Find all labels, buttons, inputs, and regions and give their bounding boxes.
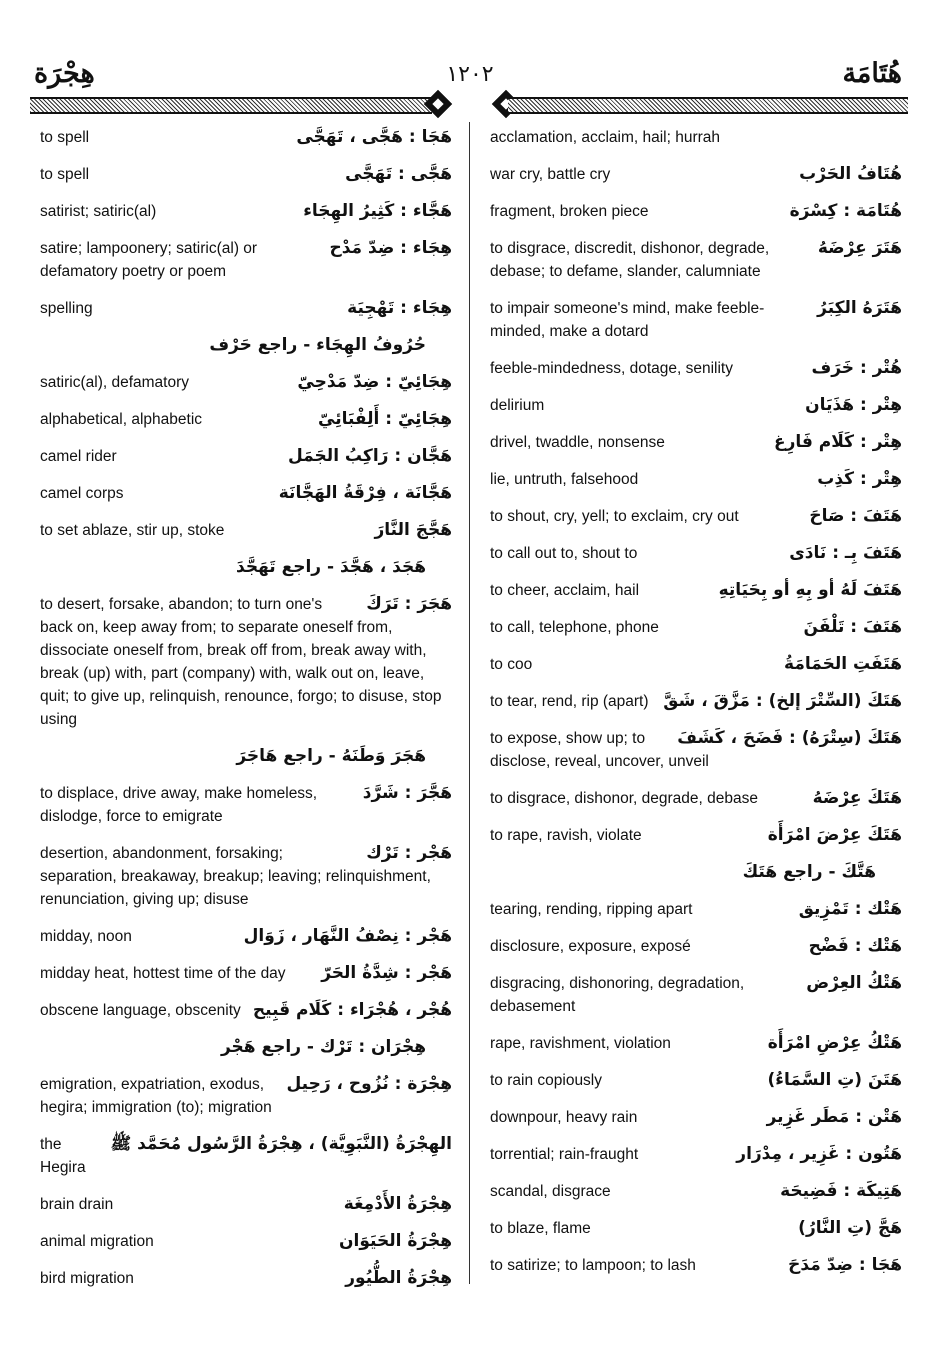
english-definition: to rape, ravish, violate bbox=[490, 827, 642, 844]
arabic-headword: هَجَّانَة ، فِرْقَةُ الهَجَّانَة bbox=[278, 483, 452, 503]
english-definition: midday, noon bbox=[40, 928, 132, 945]
arabic-headword: هِجْرَةُ الحَيَوَان bbox=[339, 1231, 452, 1251]
arabic-headword: هَجَّ (تِ النَّارُ) bbox=[798, 1218, 902, 1238]
right-column bbox=[490, 126, 902, 1291]
arabic-headword: هَتَكَ (سِتْرَهُ) : فَضَحَ ، كَشَفَ bbox=[677, 728, 902, 748]
dictionary-entry bbox=[40, 1073, 452, 1119]
dictionary-entry bbox=[490, 787, 902, 810]
dictionary-entry bbox=[490, 357, 902, 380]
dictionary-entry bbox=[40, 408, 452, 431]
dictionary-entry bbox=[490, 126, 902, 149]
dictionary-entry bbox=[490, 824, 902, 847]
arabic-headword: هِجَاء : تَهْجِيَة bbox=[347, 298, 452, 318]
arabic-headword: هَتَفَتِ الحَمَامَةُ bbox=[784, 654, 902, 674]
english-definition: desertion, abandonment, forsaking; separation, breakaway, breakup; leaving; relinquishment, renunciation, giving up; disuse bbox=[40, 845, 431, 908]
english-definition: to set ablaze, stir up, stoke bbox=[40, 522, 225, 539]
dictionary-entry bbox=[40, 925, 452, 948]
english-definition: to rain copiously bbox=[490, 1072, 603, 1089]
dictionary-entry bbox=[40, 371, 452, 394]
english-definition: emigration, expatriation, exodus, hegira; immigration (to); migration bbox=[40, 1076, 272, 1116]
english-definition: midday heat, hottest time of the day bbox=[40, 965, 286, 982]
english-definition: to expose, show up; to disclose, reveal, uncover, unveil bbox=[490, 730, 709, 770]
english-definition: camel corps bbox=[40, 485, 124, 502]
arabic-headword: هَجَدَ ، هَجَّدَ - راجع تَهَجَّدَ bbox=[236, 557, 426, 577]
dictionary-entry bbox=[490, 861, 902, 884]
english-definition: satire; lampoonery; satiric(al) or defamatory poetry or poem bbox=[40, 240, 258, 280]
dictionary-entry bbox=[490, 1032, 902, 1055]
english-definition: lie, untruth, falsehood bbox=[490, 471, 639, 488]
dictionary-entry bbox=[40, 1193, 452, 1216]
arabic-headword: هَجَّرَ : شَرَّدَ bbox=[362, 783, 452, 803]
dictionary-entry bbox=[40, 1267, 452, 1290]
dictionary-entry bbox=[40, 1133, 452, 1179]
dictionary-entry bbox=[490, 690, 902, 713]
english-definition: tearing, rending, ripping apart bbox=[490, 901, 693, 918]
arabic-headword: هَجَا : ضِدّ مَدَحَ bbox=[788, 1255, 902, 1275]
english-definition: to desert, forsake, abandon; to turn one's back on, keep away from; to separate oneself from, dissociate oneself from, break off from, break away with, break (up) with, part (company) with, walk out on, leave, quit; to give up, relinquish, renounce, forgo; to disuse, stop using bbox=[40, 596, 442, 728]
english-definition: satiric(al), defamatory bbox=[40, 374, 190, 391]
english-definition: to call out to, shout to bbox=[490, 545, 638, 562]
english-definition: war cry, battle cry bbox=[490, 166, 611, 183]
dictionary-entry bbox=[40, 782, 452, 828]
english-definition: animal migration bbox=[40, 1233, 154, 1250]
dictionary-entry bbox=[490, 1143, 902, 1166]
english-definition: torrential; rain-fraught bbox=[490, 1146, 639, 1163]
dictionary-entry bbox=[40, 482, 452, 505]
arabic-headword: الهِجْرَةُ (النَّبَوِيَّة) ، هِجْرَةُ الرَّسُول مُحَمَّد ﷺ bbox=[110, 1134, 452, 1154]
arabic-headword: حُرُوفُ الهِجَاء - راجع حَرْف bbox=[209, 335, 426, 355]
page-number: ١٢٠٢ bbox=[446, 62, 494, 87]
arabic-headword: هَجَّان : رَاكِبُ الجَمَل bbox=[287, 446, 452, 466]
english-definition: the Hegira bbox=[40, 1136, 86, 1176]
left-column bbox=[40, 126, 452, 1304]
dictionary-entry bbox=[40, 297, 452, 320]
english-definition: delirium bbox=[490, 397, 545, 414]
arabic-headword: هَجَّجَ النَّارَ bbox=[374, 520, 452, 540]
arabic-headword: هَجَرَ : تَرَكَ bbox=[366, 594, 452, 614]
dictionary-entry bbox=[40, 334, 452, 357]
header-ornament-left bbox=[30, 97, 432, 114]
dictionary-entry bbox=[490, 935, 902, 958]
english-definition: camel rider bbox=[40, 448, 117, 465]
arabic-headword: هَتَرَهُ الكِبَرُ bbox=[817, 298, 902, 318]
english-definition: to satirize; to lampoon; to lash bbox=[490, 1257, 696, 1274]
english-definition: brain drain bbox=[40, 1196, 114, 1213]
english-definition: to call, telephone, phone bbox=[490, 619, 659, 636]
dictionary-entry bbox=[490, 1254, 902, 1277]
arabic-headword: هَتَفَ : تَلْفَنَ bbox=[803, 617, 902, 637]
arabic-headword: هُجْر ، هُجْرَاء : كَلَام قَبِيح bbox=[252, 1000, 452, 1020]
english-definition: disgracing, dishonoring, degradation, debasement bbox=[490, 975, 745, 1015]
arabic-headword: هَتَكَ (السِّتْرَ إلخ) : مَزَّقَ ، شَقَّ bbox=[663, 691, 902, 711]
dictionary-entry bbox=[40, 1230, 452, 1253]
arabic-headword: هُتَامَة : كِسْرَة bbox=[789, 201, 902, 221]
arabic-headword: هَتُون : غَزِير ، مِدْرَار bbox=[736, 1144, 902, 1164]
english-definition: acclamation, acclaim, hail; hurrah bbox=[490, 129, 721, 146]
english-definition: to displace, drive away, make homeless, dislodge, force to emigrate bbox=[40, 785, 318, 825]
dictionary-entry bbox=[490, 505, 902, 528]
arabic-headword: هَجَّى : تَهَجَّى bbox=[345, 164, 452, 184]
arabic-headword: هَتْكُ العِرْض bbox=[806, 973, 902, 993]
arabic-headword: هِجَاء : ضِدّ مَدْح bbox=[329, 238, 452, 258]
dictionary-entry bbox=[490, 394, 902, 417]
arabic-headword: هَجَا : هَجَّى ، تَهَجَّى bbox=[296, 127, 452, 147]
english-definition: alphabetical, alphabetic bbox=[40, 411, 203, 428]
english-definition: to tear, rend, rip (apart) bbox=[490, 693, 649, 710]
english-definition: to disgrace, dishonor, degrade, debase bbox=[490, 790, 758, 807]
arabic-headword: هِجْرَان : تَرْك - راجع هَجْر bbox=[220, 1037, 426, 1057]
english-definition: to blaze, flame bbox=[490, 1220, 591, 1237]
dictionary-entry bbox=[40, 519, 452, 542]
header-ornament-right bbox=[508, 97, 908, 114]
arabic-headword: هَتَكَ عِرْضَ امْرَأَة bbox=[767, 825, 902, 845]
dictionary-entry bbox=[40, 593, 452, 731]
english-definition: feeble-mindedness, dotage, senility bbox=[490, 360, 733, 377]
column-divider bbox=[469, 122, 470, 1284]
english-definition: scandal, disgrace bbox=[490, 1183, 611, 1200]
english-definition: bird migration bbox=[40, 1270, 134, 1287]
arabic-headword: هَتَفَ لَهُ أو بِهِ أو بِحَيَاتِهِ bbox=[718, 580, 902, 600]
dictionary-entry bbox=[490, 579, 902, 602]
arabic-headword: هَتَكَ عِرْضَهُ bbox=[812, 788, 902, 808]
english-definition: to impair someone's mind, make feeble-minded, make a dotard bbox=[490, 300, 765, 340]
header-guide-word-right: هُتَامَة bbox=[842, 58, 902, 88]
arabic-headword: هَتْكُ عِرْضِ امْرَأَة bbox=[767, 1033, 902, 1053]
dictionary-entry bbox=[490, 1069, 902, 1092]
arabic-headword: هِتْر : كَلَام فَارِغ bbox=[773, 432, 902, 452]
arabic-headword: هَتْك : فَضْح bbox=[808, 936, 902, 956]
english-definition: fragment, broken piece bbox=[490, 203, 649, 220]
dictionary-entry bbox=[40, 842, 452, 911]
dictionary-entry bbox=[40, 962, 452, 985]
dictionary-entry bbox=[490, 972, 902, 1018]
arabic-headword: هِجْرَة : نُزُوح ، رَحِيل bbox=[286, 1074, 452, 1094]
arabic-headword: هَتَّكَ - راجع هَتَكَ bbox=[742, 862, 876, 882]
arabic-headword: هَتْك : تَمْزِيق bbox=[798, 899, 902, 919]
english-definition: satirist; satiric(al) bbox=[40, 203, 157, 220]
dictionary-entry bbox=[490, 1217, 902, 1240]
english-definition: obscene language, obscenity bbox=[40, 1002, 241, 1019]
arabic-headword: هَتِيكَة : فَضِيحَة bbox=[780, 1181, 902, 1201]
english-definition: downpour, heavy rain bbox=[490, 1109, 638, 1126]
arabic-headword: هَجْر : نِصْفُ النَّهَار ، زَوَال bbox=[243, 926, 452, 946]
dictionary-entry bbox=[490, 653, 902, 676]
arabic-headword: هُتْر : خَرَف bbox=[811, 358, 902, 378]
dictionary-entry bbox=[490, 1180, 902, 1203]
english-definition: to spell bbox=[40, 166, 90, 183]
dictionary-entry bbox=[490, 727, 902, 773]
english-definition: to disgrace, discredit, dishonor, degrade, debase; to defame, slander, calumniate bbox=[490, 240, 770, 280]
dictionary-entry bbox=[40, 999, 452, 1022]
dictionary-entry bbox=[490, 468, 902, 491]
arabic-headword: هَجَرَ وَطَنَهُ - راجع هَاجَرَ bbox=[236, 746, 426, 766]
dictionary-entry bbox=[490, 542, 902, 565]
dictionary-entry bbox=[490, 297, 902, 343]
arabic-headword: هَتَفَ بِـ : نَادَى bbox=[789, 543, 902, 563]
dictionary-entry bbox=[40, 556, 452, 579]
english-definition: to cheer, acclaim, hail bbox=[490, 582, 640, 599]
arabic-headword: هَتَنَ (تِ السَّمَاءُ) bbox=[767, 1070, 902, 1090]
arabic-headword: هَتَفَ : صَاحَ bbox=[809, 506, 902, 526]
dictionary-entry bbox=[40, 126, 452, 149]
dictionary-entry bbox=[40, 1036, 452, 1059]
dictionary-entry bbox=[490, 1106, 902, 1129]
arabic-headword: هَجَّاء : كَثِيرُ الهِجَاء bbox=[303, 201, 452, 221]
dictionary-entry bbox=[490, 237, 902, 283]
english-definition: drivel, twaddle, nonsense bbox=[490, 434, 665, 451]
dictionary-entry bbox=[40, 745, 452, 768]
arabic-headword: هُتَافُ الحَرْب bbox=[799, 164, 902, 184]
dictionary-entry bbox=[490, 431, 902, 454]
arabic-headword: هِجْرَةُ الطُّيُور bbox=[345, 1268, 452, 1288]
english-definition: to coo bbox=[490, 656, 533, 673]
english-definition: to shout, cry, yell; to exclaim, cry out bbox=[490, 508, 739, 525]
arabic-headword: هَتَرَ عِرْضَهُ bbox=[817, 238, 902, 258]
arabic-headword: هَتْن : مَطَر غَزِير bbox=[766, 1107, 902, 1127]
english-definition: rape, ravishment, violation bbox=[490, 1035, 671, 1052]
english-definition: to spell bbox=[40, 129, 90, 146]
dictionary-entry bbox=[40, 237, 452, 283]
arabic-headword: هِجَائِيّ : ضِدّ مَدْحِيّ bbox=[297, 372, 452, 392]
arabic-headword: هِجْرَةُ الأَدْمِغَة bbox=[343, 1194, 452, 1214]
arabic-headword: هِتْر : كَذِب bbox=[817, 469, 902, 489]
dictionary-entry bbox=[490, 898, 902, 921]
arabic-headword: هِتْر : هَذَيَان bbox=[805, 395, 902, 415]
arabic-headword: هِجَائِيّ : أَلِفْبَائِيّ bbox=[318, 409, 452, 429]
dictionary-entry bbox=[490, 163, 902, 186]
arabic-headword: هَجْر : تَرْك bbox=[366, 843, 452, 863]
dictionary-entry bbox=[40, 445, 452, 468]
dictionary-entry bbox=[490, 200, 902, 223]
header-guide-word-left: هِجْرَة bbox=[34, 58, 95, 88]
dictionary-entry bbox=[40, 163, 452, 186]
english-definition: spelling bbox=[40, 300, 93, 317]
dictionary-entry bbox=[40, 200, 452, 223]
arabic-headword: هَجْر : شِدَّةُ الحَرّ bbox=[321, 963, 452, 983]
english-definition: disclosure, exposure, exposé bbox=[490, 938, 691, 955]
dictionary-entry bbox=[490, 616, 902, 639]
